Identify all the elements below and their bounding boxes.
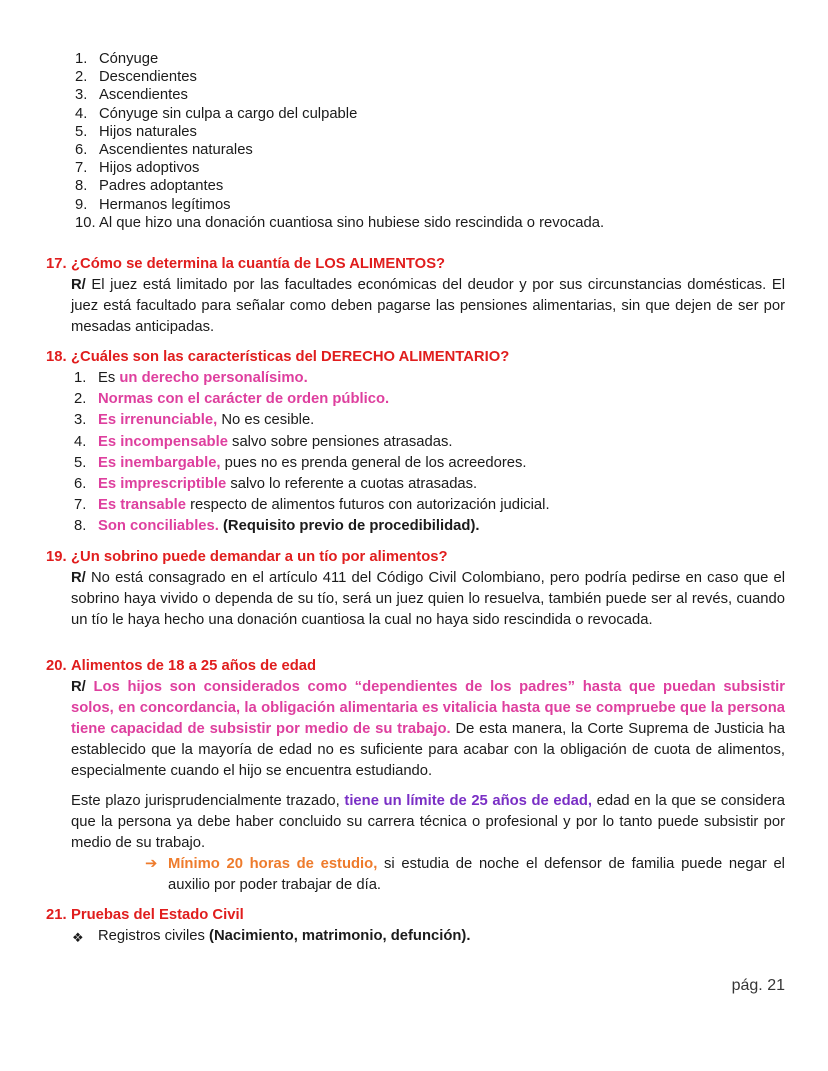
list-item-text: Ascendientes naturales bbox=[99, 142, 253, 159]
item-rest-text: salvo sobre pensiones atrasadas. bbox=[227, 433, 453, 450]
section-18 bbox=[46, 347, 785, 538]
list-item-text bbox=[98, 453, 785, 474]
list-item-number: 9. bbox=[75, 196, 88, 213]
civil-registry-item bbox=[72, 926, 785, 948]
paragraph-highlight-text: tiene un límite de 25 años de edad, bbox=[344, 792, 593, 809]
list-item bbox=[46, 214, 785, 232]
item-highlight-text: Es inembargable, bbox=[98, 454, 221, 471]
list-item-text: Cónyuge sin culpa a cargo del culpable bbox=[99, 105, 358, 122]
list-item-number: 5. bbox=[74, 454, 87, 471]
obligated-persons-list bbox=[46, 50, 785, 232]
list-item-number: 7. bbox=[74, 497, 87, 514]
section-title: ¿Cuáles son las características del DERECHO ALIMENTARIO? bbox=[71, 349, 510, 366]
item-plain-text: Es bbox=[98, 370, 120, 387]
section-number: 21. bbox=[46, 906, 67, 923]
list-item-text bbox=[98, 368, 785, 389]
section-17-answer bbox=[71, 275, 785, 338]
list-item-number: 6. bbox=[74, 476, 87, 493]
paragraph-rest-text: edad en la que se considera que la persona ya debe haber concluido su carrera técnica o profesional y por lo tanto puede subsistir por medio de su trabajo. bbox=[71, 792, 785, 851]
section-21-heading bbox=[46, 905, 785, 926]
paragraph-plain-text: Este plazo jurisprudencialmente trazado, bbox=[71, 792, 345, 809]
answer-highlight-text: Los hijos son considerados como “dependientes de los padres” hasta que puedan subsistir solos, en concordancia, la obligación alimentaria es vitalicia hasta que se compruebe que la persona tiene capacidad de subsistir por medio de su trabajo. bbox=[71, 678, 785, 737]
list-item-text: Al que hizo una donación cuantiosa sino hubiese sido rescindida o revocada. bbox=[99, 214, 605, 231]
list-item-text bbox=[98, 389, 785, 410]
item-rest-text: respecto de alimentos futuros con autorización judicial. bbox=[186, 497, 550, 514]
item-rest-text: pues no es prenda general de los acreedores. bbox=[220, 454, 527, 471]
list-item bbox=[46, 123, 785, 141]
list-item bbox=[46, 50, 785, 68]
item-plain-text: Registros civiles bbox=[98, 927, 210, 944]
list-item bbox=[46, 159, 785, 177]
list-item-number: 1. bbox=[74, 370, 87, 387]
list-item-number: 3. bbox=[75, 87, 88, 104]
answer-text: El juez está limitado por las facultades económicas del deudor y por sus circunstancias domésticas. El juez está facultado para señalar como deben pagarse las pensiones alimentarias, sin que dejen de ser por mesadas anticipadas. bbox=[71, 277, 785, 336]
section-number: 17. bbox=[46, 256, 67, 273]
list-item-text bbox=[98, 495, 785, 516]
item-rest-text: salvo lo referente a cuotas atrasadas. bbox=[226, 476, 478, 493]
list-item-number: 6. bbox=[75, 142, 88, 159]
section-title: ¿Un sobrino puede demandar a un tío por alimentos? bbox=[71, 548, 448, 565]
arrow-note bbox=[145, 854, 785, 896]
section-20 bbox=[46, 656, 785, 896]
list-item bbox=[46, 86, 785, 104]
list-item-number: 4. bbox=[74, 433, 87, 450]
characteristic-item bbox=[46, 432, 785, 453]
list-item bbox=[46, 196, 785, 214]
item-highlight-text: Es irrenunciable, bbox=[98, 412, 218, 429]
list-item bbox=[46, 177, 785, 195]
section-18-heading bbox=[46, 347, 785, 368]
section-17 bbox=[46, 254, 785, 338]
section-20-answer-paragraph-2 bbox=[71, 791, 785, 854]
characteristic-item bbox=[46, 389, 785, 410]
list-item-number: 8. bbox=[74, 518, 87, 535]
section-19 bbox=[46, 547, 785, 631]
item-highlight-text: Normas con el carácter de orden público. bbox=[98, 391, 390, 408]
list-item-text bbox=[98, 516, 785, 537]
item-bold-text: (Nacimiento, matrimonio, defunción). bbox=[209, 927, 471, 944]
item-highlight-text: Son conciliables. bbox=[98, 518, 219, 535]
item-rest-text: (Requisito previo de procedibilidad). bbox=[218, 518, 480, 535]
answer-prefix: R/ bbox=[71, 678, 94, 695]
section-title: Pruebas del Estado Civil bbox=[71, 906, 244, 923]
section-20-answer-paragraph-1 bbox=[71, 677, 785, 782]
section-title: Alimentos de 18 a 25 años de edad bbox=[71, 657, 317, 674]
list-item bbox=[46, 105, 785, 123]
item-highlight-text: un derecho personalísimo. bbox=[119, 370, 308, 387]
answer-prefix: R/ bbox=[71, 277, 92, 294]
section-19-heading bbox=[46, 547, 785, 568]
list-item-text bbox=[98, 432, 785, 453]
list-item-text: Descendientes bbox=[99, 69, 197, 86]
list-item-text bbox=[98, 474, 785, 495]
list-item-text: Hermanos legítimos bbox=[99, 196, 231, 213]
characteristic-item bbox=[46, 453, 785, 474]
section-21 bbox=[46, 905, 785, 948]
list-item-number: 8. bbox=[75, 178, 88, 195]
list-item-text: Hijos naturales bbox=[99, 123, 197, 140]
list-item-number: 1. bbox=[75, 51, 88, 67]
item-highlight-text: Es imprescriptible bbox=[98, 476, 227, 493]
item-highlight-text: Es transable bbox=[98, 497, 187, 514]
characteristic-item bbox=[46, 495, 785, 516]
note-rest-text: si estudia de noche el defensor de familia puede negar el auxilio por poder trabajar de día. bbox=[168, 855, 785, 893]
list-item-text bbox=[98, 410, 785, 431]
section-20-heading bbox=[46, 656, 785, 677]
section-number: 20. bbox=[46, 657, 67, 674]
section-number: 19. bbox=[46, 548, 67, 565]
list-item bbox=[46, 141, 785, 159]
list-item-number: 5. bbox=[75, 123, 88, 140]
characteristic-item bbox=[46, 474, 785, 495]
section-19-answer bbox=[71, 568, 785, 631]
section-17-heading bbox=[46, 254, 785, 275]
list-item-number: 2. bbox=[74, 391, 87, 408]
bullet-item-text bbox=[98, 926, 785, 948]
characteristics-list bbox=[46, 368, 785, 538]
characteristic-item bbox=[46, 516, 785, 537]
list-item-text: Ascendientes bbox=[99, 87, 188, 104]
list-item-text: Padres adoptantes bbox=[99, 178, 224, 195]
list-item-text: Cónyuge bbox=[99, 51, 159, 67]
list-item-number: 3. bbox=[74, 412, 87, 429]
list-item-number: 4. bbox=[75, 105, 88, 122]
characteristic-item bbox=[46, 410, 785, 431]
arrow-note-text bbox=[168, 854, 785, 896]
note-highlight-text: Mínimo 20 horas de estudio, bbox=[168, 855, 378, 872]
answer-text: De esta manera, la Corte Suprema de Justicia ha establecido que la mayoría de edad no es suficiente para acabar con la obligación de cuota de alimentos, especialmente cuando el hijo se encuentra estudiando. bbox=[71, 720, 785, 779]
answer-prefix: R/ bbox=[71, 569, 91, 586]
section-number: 18. bbox=[46, 349, 67, 366]
list-item bbox=[46, 68, 785, 86]
section-title: ¿Cómo se determina la cuantía de LOS ALIMENTOS? bbox=[71, 256, 446, 273]
list-item-number: 7. bbox=[75, 160, 88, 177]
arrow-icon: ➔ bbox=[145, 855, 158, 872]
diamond-bullet-icon: ❖ bbox=[72, 929, 84, 945]
page-number: pág. 21 bbox=[731, 977, 785, 994]
list-item-number: 2. bbox=[75, 69, 88, 86]
list-item-number: 10. bbox=[75, 214, 96, 231]
item-highlight-text: Es incompensable bbox=[98, 433, 228, 450]
characteristic-item bbox=[46, 368, 785, 389]
item-rest-text: No es cesible. bbox=[217, 412, 315, 429]
list-item-text: Hijos adoptivos bbox=[99, 160, 200, 177]
answer-text: No está consagrado en el artículo 411 del Código Civil Colombiano, pero podría pedirse en caso que el sobrino haya vivido o dependa de su tío, será un juez quien lo resuelva, también puede ser al revés, cuando un tío le haya hecho una donación cuantiosa la cual no haya sido rescindida o revocada. bbox=[71, 569, 785, 628]
